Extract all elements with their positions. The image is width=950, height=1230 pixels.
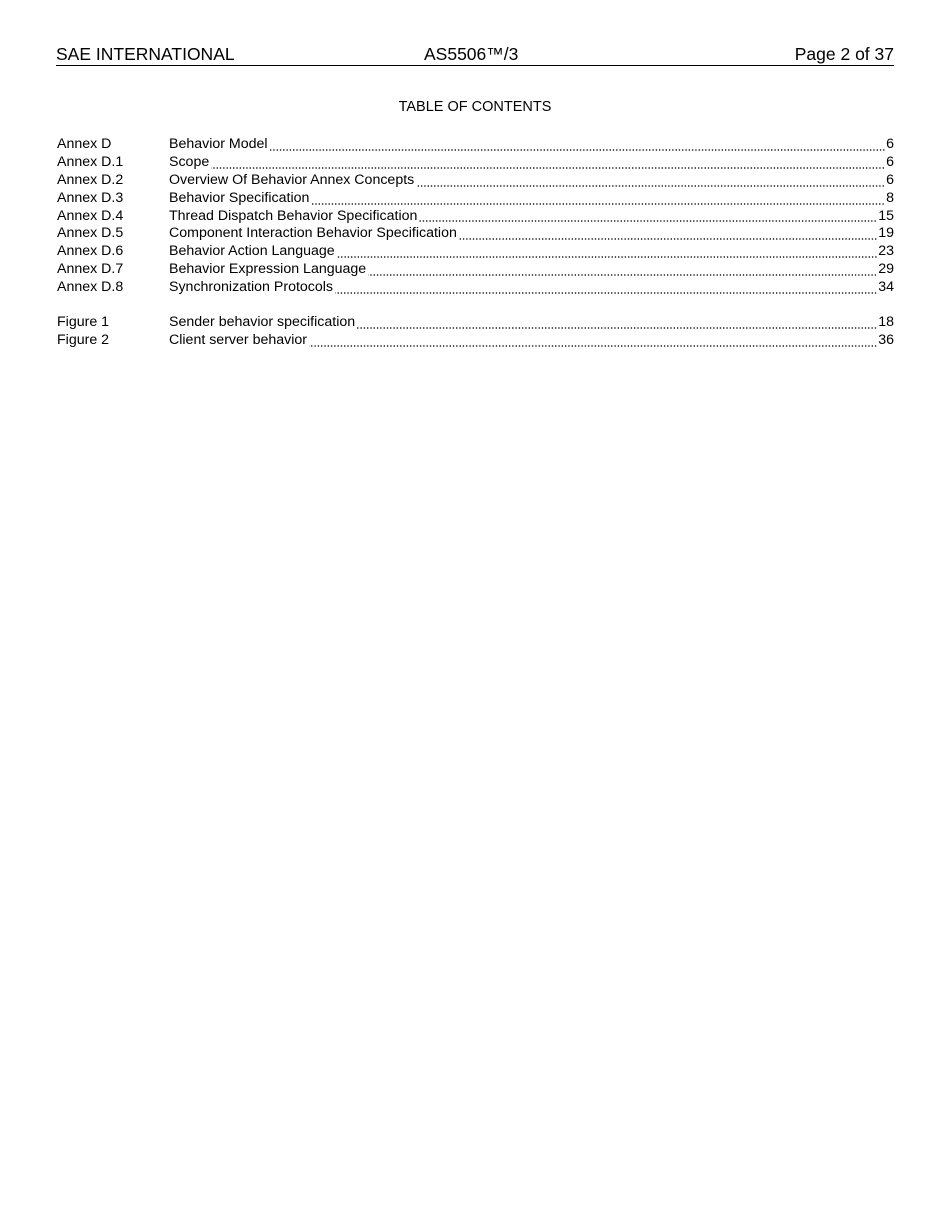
toc-entry-label: Behavior Action Language	[169, 243, 335, 260]
page-header	[56, 43, 894, 66]
toc-entry-label: Behavior Model	[169, 136, 268, 152]
toc-title: TABLE OF CONTENTS	[398, 99, 552, 115]
toc-entry-page: 8	[886, 189, 894, 206]
toc-entry-label: Behavior Specification	[169, 189, 310, 206]
toc-entry-number: Annex D.6	[57, 243, 124, 260]
toc-row[interactable]	[57, 208, 894, 226]
toc-entry-page: 23	[878, 243, 894, 260]
toc-entry-page: 34	[878, 279, 894, 296]
toc-entry-label: Component Interaction Behavior Specification	[169, 225, 457, 242]
toc-row[interactable]	[57, 279, 894, 297]
toc-dot-leader	[416, 175, 885, 187]
toc-dot-leader	[211, 157, 885, 169]
toc-dot-leader	[368, 264, 877, 276]
toc-entry-label: Thread Dispatch Behavior Specification	[169, 207, 418, 224]
toc-dot-leader	[357, 317, 877, 329]
toc-entry-label: Synchronization Protocols	[169, 279, 334, 296]
toc-figure-label: Sender behavior specification	[169, 314, 356, 330]
toc-row[interactable]	[57, 190, 894, 208]
toc-entry-label: Overview Of Behavior Annex Concepts	[169, 171, 415, 188]
toc-entry-page: 29	[878, 261, 894, 278]
toc-entry-number: Annex D.8	[57, 279, 124, 296]
toc-entry-number: Annex D.3	[57, 189, 124, 206]
toc-row[interactable]	[57, 172, 894, 190]
toc-entry-number: Annex D.2	[57, 171, 124, 188]
header-page-number: Page 2 of 37	[794, 44, 894, 64]
toc-figure-page: 36	[878, 331, 894, 348]
toc-entry-page: 15	[878, 207, 894, 224]
toc-entry-number: Annex D	[57, 136, 112, 152]
toc-entry-page: 6	[886, 171, 894, 188]
toc-row[interactable]	[57, 261, 894, 279]
toc-entry-page: 19	[878, 225, 894, 242]
toc-row[interactable]	[57, 314, 894, 332]
toc-dot-leader	[419, 210, 877, 222]
toc-dot-leader	[337, 246, 878, 258]
toc-row[interactable]	[57, 225, 894, 243]
toc-row[interactable]	[57, 154, 894, 172]
toc-figure-number: Figure 2	[57, 331, 110, 348]
toc-dot-leader	[309, 335, 877, 347]
toc-figure-number: Figure 1	[57, 314, 110, 330]
toc-sections-list	[57, 136, 894, 297]
toc-entry-number: Annex D.7	[57, 261, 124, 278]
toc-entry-page: 6	[886, 136, 894, 152]
toc-dot-leader	[335, 282, 877, 294]
toc-figure-page: 18	[878, 314, 894, 330]
toc-dot-leader	[270, 139, 886, 151]
header-document-id: AS5506™/3	[424, 44, 519, 64]
toc-figure-label: Client server behavior	[169, 331, 307, 348]
toc-dot-leader	[311, 193, 885, 205]
toc-entry-number: Annex D.1	[57, 153, 124, 170]
toc-row[interactable]	[57, 332, 894, 350]
toc-row[interactable]	[57, 243, 894, 261]
toc-row[interactable]	[57, 136, 894, 154]
toc-entry-label: Behavior Expression Language	[169, 261, 367, 278]
toc-entry-label: Scope	[169, 153, 210, 170]
toc-entry-number: Annex D.4	[57, 207, 124, 224]
header-organization: SAE INTERNATIONAL	[56, 44, 235, 64]
toc-entry-page: 6	[886, 153, 894, 170]
toc-dot-leader	[459, 228, 877, 240]
toc-entry-number: Annex D.5	[57, 225, 124, 242]
toc-figures-list	[57, 314, 894, 350]
